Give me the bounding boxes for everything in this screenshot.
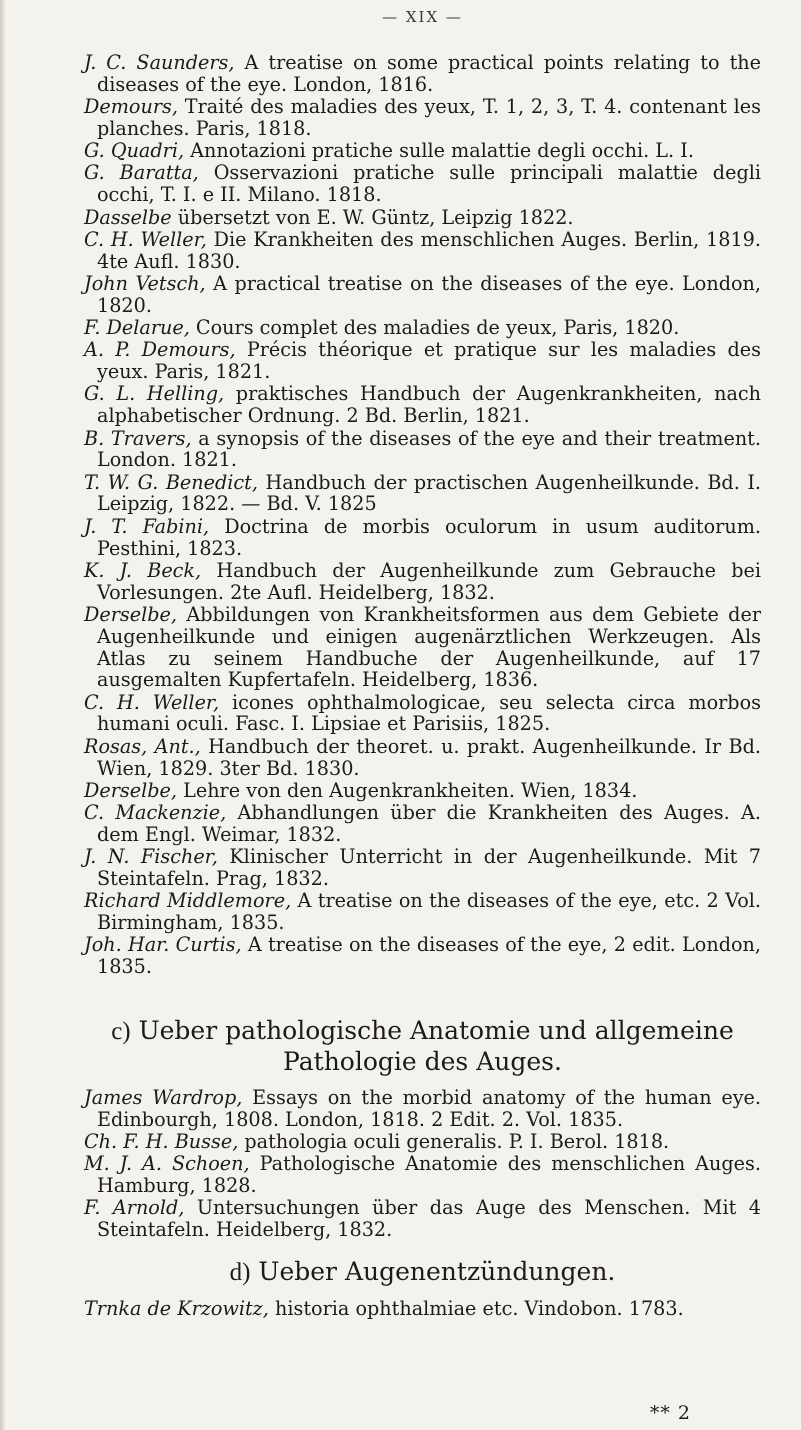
entry-author: G. L. Helling, [84,382,225,406]
bibliography-entry [84,604,761,691]
page-header: — XIX — [382,8,463,26]
bibliography-entry [84,802,761,846]
entry-author: Ch. F. H. Busse, [84,1130,239,1154]
entry-text: A treatise on the diseases of the eye, 2 edit. London, 1835. [97,933,761,979]
entry-text: icones ophthalmologicae, seu selecta circa morbos humani oculi. Fasc. I. Lipsiae et Parisiis, 1825. [97,690,761,736]
bibliography-entry [84,890,761,934]
entry-author: James Wardrop, [84,1085,243,1109]
entry-author: J. N. Fischer, [84,845,218,869]
entry-text: Essays on the morbid anatomy of the human eye. Edinbourgh, 1808. London, 1818. 2 Edit. 2. Vol. 1835. [97,1085,762,1131]
entry-text: Handbuch der Augenheilkunde zum Gebrauche bei Vorlesungen. 2te Aufl. Heidelberg, 1832. [97,558,761,604]
entry-author: K. J. Beck, [84,558,202,582]
bibliography-list-general [84,52,761,978]
entry-author: Rosas, Ant., [84,734,201,758]
bibliography-entry [84,1153,761,1197]
bibliography-entry [84,207,761,229]
bibliography-entry [84,140,761,162]
entry-author: C. H. Weller, [84,690,220,714]
entry-text: Die Krankheiten des menschlichen Auges. Berlin, 1819. 4te Aufl. 1830. [97,227,761,273]
entry-author: B. Travers, [84,426,192,450]
entry-text: praktisches Handbuch der Augenkrankheiten, nach alphabetischer Ordnung. 2 Bd. Berlin, 1821. [97,382,761,428]
entry-text: Doctrina de morbis oculorum in usum auditorum. Pesthini, 1823. [97,514,761,560]
bibliography-entry [84,736,761,780]
entry-author: Derselbe, [84,778,177,802]
bibliography-entry [84,229,761,273]
bibliography-entry [84,1197,761,1241]
entry-author: Dasselbe [84,205,172,229]
entry-author: F. Arnold, [84,1196,185,1220]
bibliography-entry [84,560,761,604]
entry-author: G. Quadri, [84,139,185,163]
entry-text: Cours complet des maladies de yeux, Paris, 1820. [189,316,680,340]
signature-mark: ** 2 [649,1402,691,1424]
entry-author: C. Mackenzie, [84,801,227,825]
entry-text: Abbildungen von Krankheitsformen aus dem Gebiete der Augenheilkunde und einigen augenärztlichen Werkzeugen. Als Atlas zu seinem Handbuche der Augenheilkunde, auf 17 ausgemalten Kupfertafeln. Heidelberg, 1836. [97,602,761,692]
section-label: d) [229,1259,251,1287]
entry-text: pathologia oculi generalis. P. I. Berol. 1818. [238,1130,670,1154]
bibliography-entry [84,846,761,890]
bibliography-entry [84,472,761,516]
entry-text: übersetzt von E. W. Güntz, Leipzig 1822. [171,205,574,229]
bibliography-entry [84,339,761,383]
entry-author: G. Baratta, [84,161,199,185]
bibliography-entry [84,317,761,339]
entry-text: a synopsis of the diseases of the eye and their treatment. London. 1821. [97,426,761,472]
bibliography-entry [84,52,761,96]
entry-author: John Vetsch, [84,271,206,295]
bibliography-list-inflammation [84,1298,761,1320]
bibliography-entry [84,934,761,978]
entry-text: Abhandlungen über die Krankheiten des Auges. A. dem Engl. Weimar, 1832. [97,801,761,846]
section-title: Ueber Augenentzündungen. [258,1257,616,1287]
entry-author: A. P. Demours, [84,338,236,362]
entry-text: Klinischer Unterricht in der Augenheilkunde. Mit 7 Steintafeln. Prag, 1832. [97,845,761,890]
entry-author: M. J. A. Schoen, [84,1152,250,1176]
entry-text: Pathologische Anatomie des menschlichen Auges. Hamburg, 1828. [97,1152,761,1198]
entry-author: Demours, [84,95,178,119]
entry-author: T. W. G. Benedict, [84,470,258,494]
section-title: Ueber pathologische Anatomie und allgemeine Pathologie des Auges. [138,1015,734,1076]
entry-author: Richard Middlemore, [84,889,292,913]
entry-text: Lehre von den Augenkrankheiten. Wien, 1834. [177,778,638,802]
entry-text: A treatise on the diseases of the eye, etc. 2 Vol. Birmingham, 1835. [97,889,761,935]
section-heading-c [84,1016,761,1077]
bibliography-entry [84,692,761,736]
entry-author: Derselbe, [84,602,177,626]
entry-text: Handbuch der theoret. u. prakt. Augenheilkunde. Ir Bd. Wien, 1829. 3ter Bd. 1830. [97,734,761,780]
page-gutter-shadow [0,0,6,1430]
entry-author: J. T. Fabini, [84,514,210,538]
bibliography-entry [84,1298,761,1320]
entry-text: historia ophthalmiae etc. Vindobon. 1783. [268,1297,684,1321]
bibliography-entry [84,383,761,427]
bibliography-entry [84,1131,761,1153]
bibliography-entry [84,428,761,472]
entry-text: Annotazioni pratiche sulle malattie degli occhi. L. I. [184,139,694,163]
entry-text: Handbuch der practischen Augenheilkunde. Bd. I. Leipzig, 1822. — Bd. V. 1825 [97,470,761,516]
entry-author: F. Delarue, [84,316,190,340]
entry-text: A treatise on some practical points relating to the diseases of the eye. London, 1816. [97,51,761,96]
bibliography-entry [84,162,761,206]
bibliography-entry [84,1087,761,1131]
entry-author: C. H. Weller, [84,227,207,251]
entry-text: Traité des maladies des yeux, T. 1, 2, 3, T. 4. contenant les planches. Paris, 1818. [97,95,761,140]
section-heading-d [84,1257,761,1288]
entry-text: Précis théorique et pratique sur les maladies des yeux. Paris, 1821. [97,338,762,384]
bibliography-entry [84,780,761,802]
entry-text: A practical treatise on the diseases of the eye. London, 1820. [97,271,761,317]
entry-author: Trnka de Krzowitz, [84,1297,269,1321]
entry-author: Joh. Har. Curtis, [84,933,242,957]
entry-text: Osservazioni pratiche sulle principali malattie degli occhi, T. I. e II. Milano. 1818. [97,161,762,207]
bibliography-entry [84,516,761,560]
entry-text: Untersuchungen über das Auge des Menschen. Mit 4 Steintafeln. Heidelberg, 1832. [97,1196,761,1242]
bibliography-entry [84,273,761,317]
bibliography-list-pathology [84,1087,761,1241]
bibliography-entry [84,96,761,140]
section-label: c) [111,1017,131,1045]
entry-author: J. C. Saunders, [84,51,235,74]
